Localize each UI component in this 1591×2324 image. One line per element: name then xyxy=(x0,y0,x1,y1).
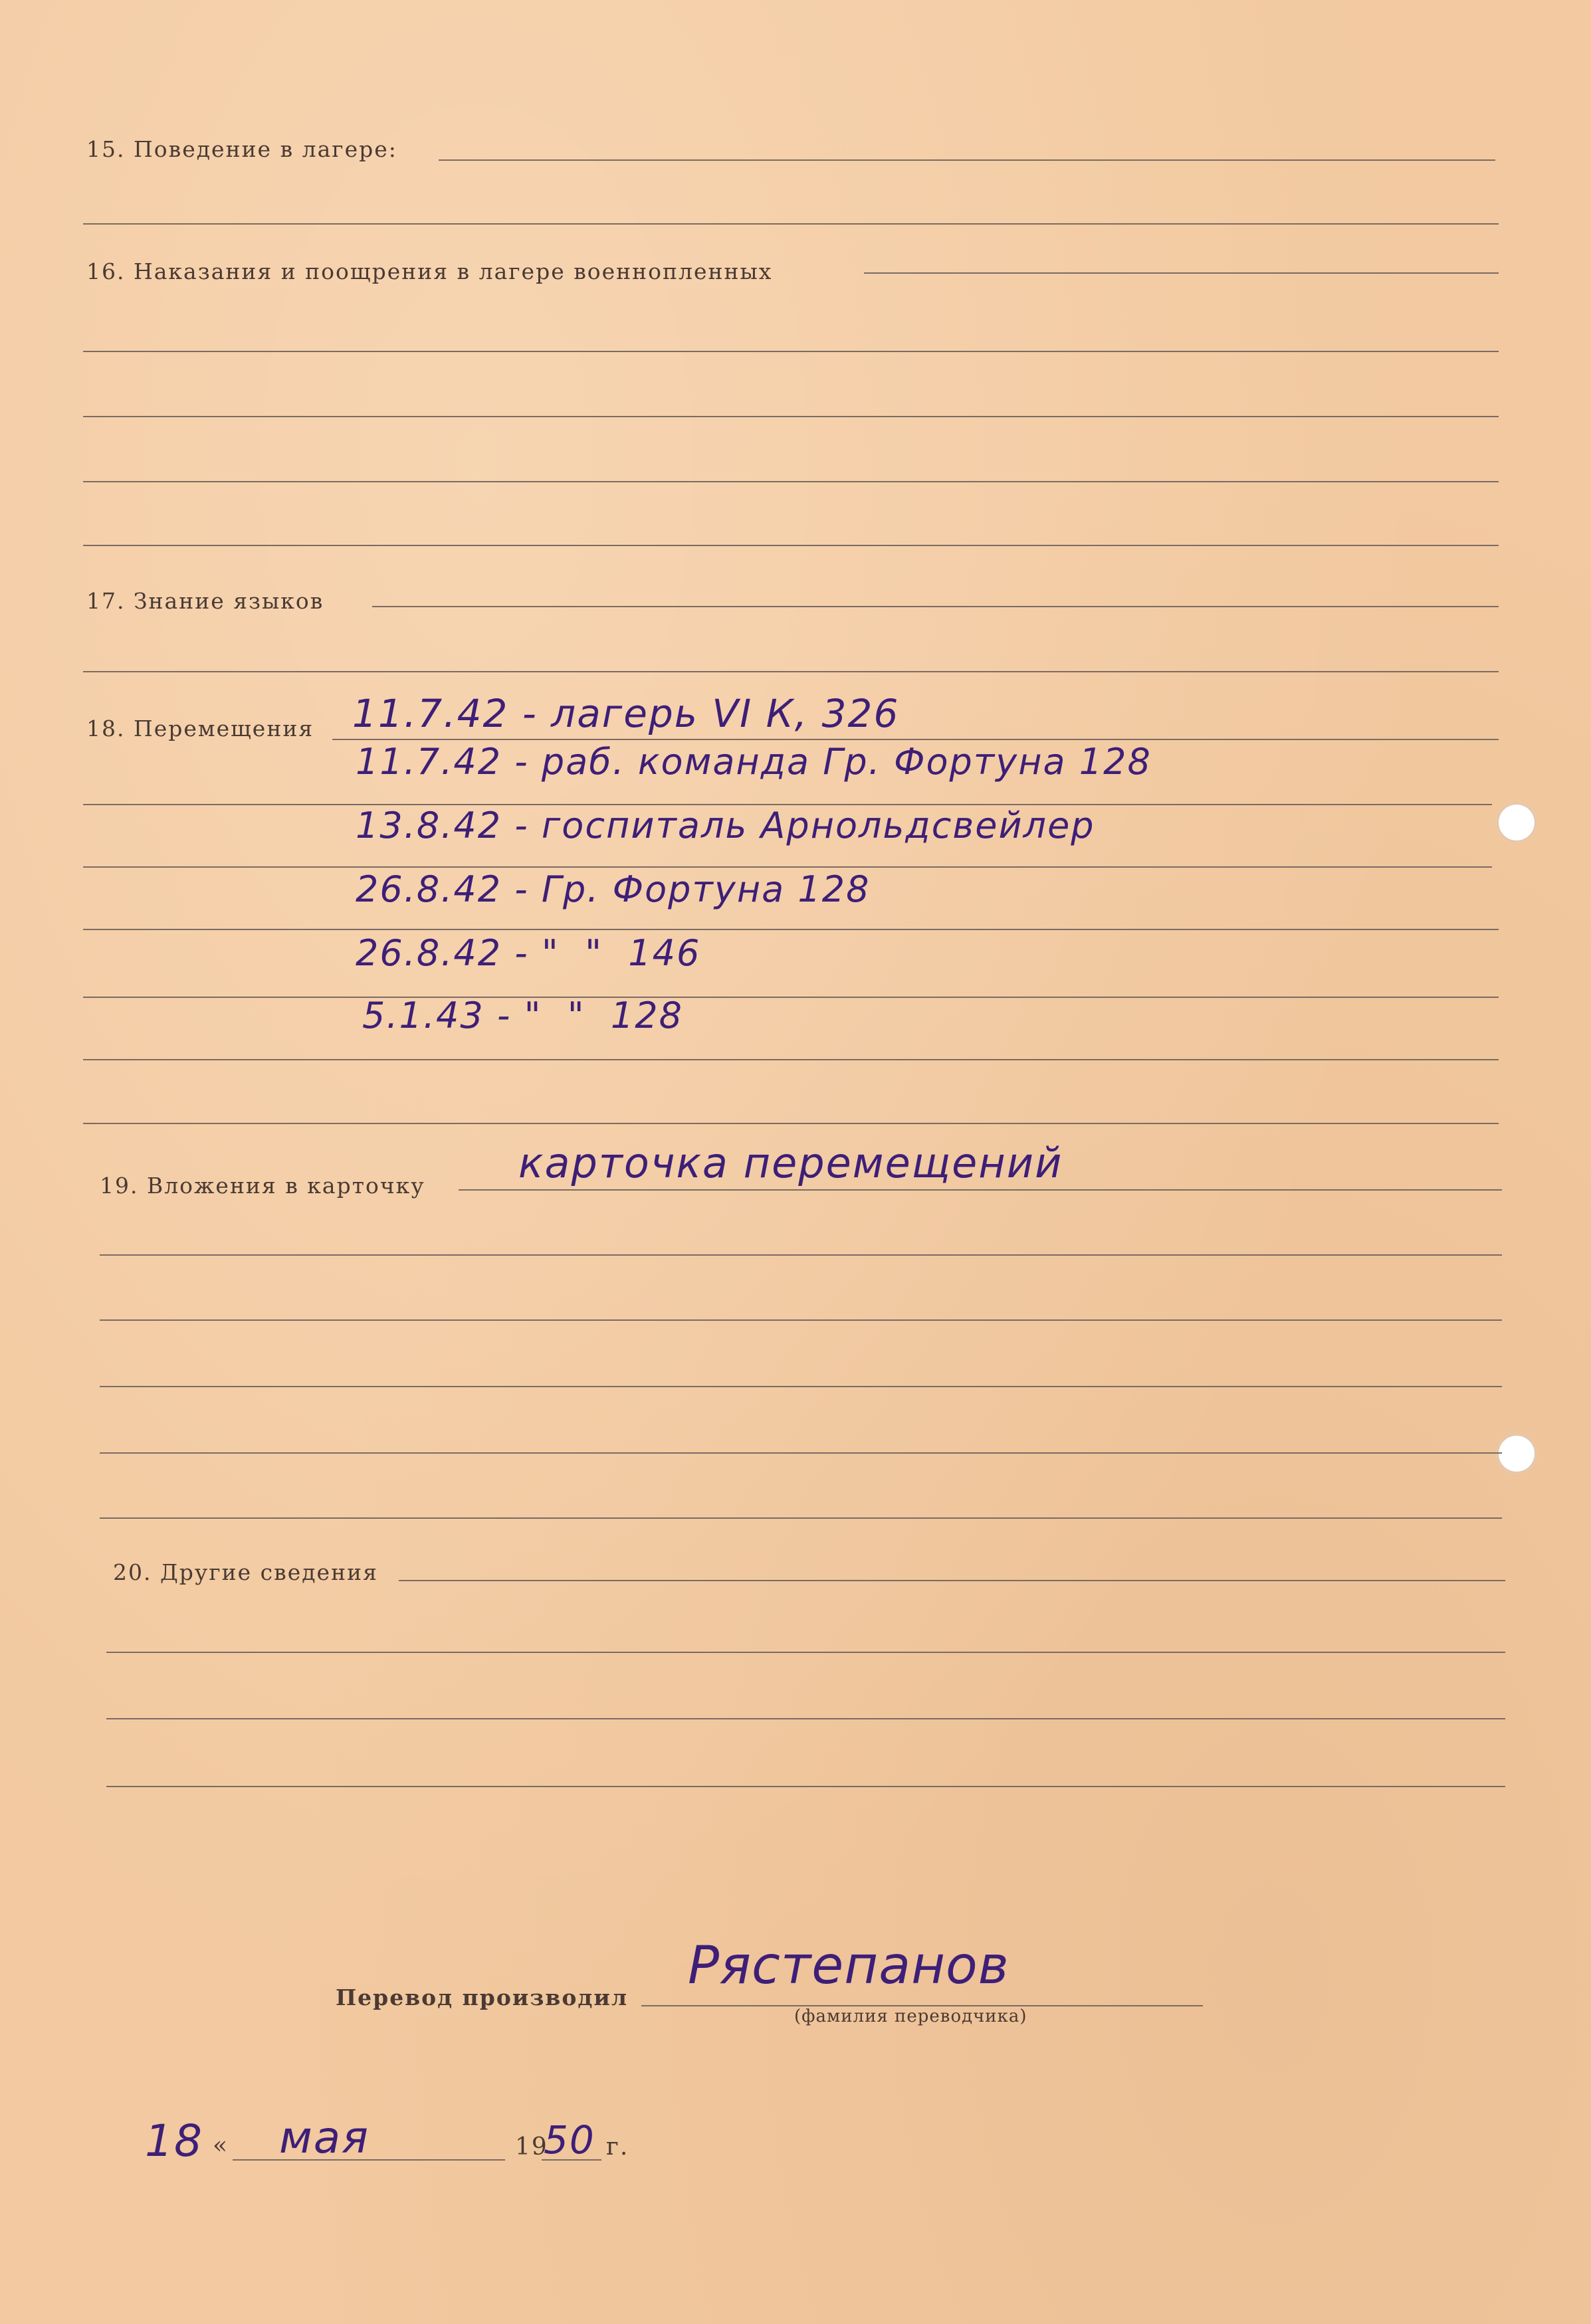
field-15-label: 15. Поведение в лагере: xyxy=(86,136,397,162)
field-20-line-3 xyxy=(106,1718,1505,1719)
date-year-suffix: 50 xyxy=(544,2117,595,2163)
field-20-line-4 xyxy=(106,1786,1505,1787)
field-19-value: карточка перемещений xyxy=(518,1139,1063,1187)
movement-entry-4: 26.8.42 - Гр. Фортуна 128 xyxy=(356,868,871,910)
field-20-label: 20. Другие сведения xyxy=(113,1559,378,1585)
field-18-label: 18. Перемещения xyxy=(86,716,314,741)
translator-caption: (фамилия переводчика) xyxy=(794,2006,1027,2026)
field-18-line-5 xyxy=(83,997,1499,998)
translator-label: Перевод производил xyxy=(336,1985,629,2010)
field-19-line-2 xyxy=(100,1254,1502,1256)
field-19-line-3 xyxy=(100,1319,1502,1321)
field-17-line xyxy=(372,606,1499,607)
field-16-line-5 xyxy=(83,545,1499,546)
field-18-line-3 xyxy=(83,866,1492,868)
field-19-label: 19. Вложения в карточку xyxy=(100,1173,425,1199)
field-20-line xyxy=(399,1580,1505,1581)
field-16-line xyxy=(864,272,1499,274)
date-year-line xyxy=(542,2159,601,2161)
field-18-line-7 xyxy=(83,1123,1499,1124)
punch-hole-bottom xyxy=(1497,1434,1537,1474)
field-20-line-2 xyxy=(106,1652,1505,1653)
field-19-line-5 xyxy=(100,1452,1502,1454)
field-18-line-4 xyxy=(83,929,1499,930)
field-18-line-1 xyxy=(332,739,1499,740)
date-quote: « xyxy=(213,2132,229,2159)
movement-entry-6: 5.1.43 - " " 128 xyxy=(362,995,683,1036)
field-19-line-6 xyxy=(100,1517,1502,1519)
movement-entry-1: 11.7.42 - лагерь VI К, 326 xyxy=(352,691,900,736)
date-year-abbrev: г. xyxy=(606,2133,629,2161)
movement-entry-2: 11.7.42 - раб. команда Гр. Фортуна 128 xyxy=(356,741,1152,783)
field-15-line xyxy=(439,159,1495,161)
field-19-line xyxy=(459,1189,1502,1191)
field-16-line-3 xyxy=(83,416,1499,417)
field-16-line-2 xyxy=(83,351,1499,352)
field-16-line-4 xyxy=(83,481,1499,482)
movement-entry-3: 13.8.42 - госпиталь Арнольдсвейлер xyxy=(356,805,1095,846)
date-year-prefix: 19 xyxy=(515,2133,548,2161)
date-month-line xyxy=(233,2159,505,2161)
date-day: 18 xyxy=(145,2115,203,2167)
field-18-line-6 xyxy=(83,1059,1499,1060)
field-17-line-2 xyxy=(83,671,1499,672)
field-19-line-4 xyxy=(100,1386,1502,1387)
date-month: мая xyxy=(279,2112,370,2163)
field-16-label: 16. Наказания и поощрения в лагере военнопленных xyxy=(86,258,773,284)
field-15-line-2 xyxy=(83,223,1499,225)
punch-hole-top xyxy=(1497,803,1537,842)
movement-entry-5: 26.8.42 - " " 146 xyxy=(356,932,701,974)
translator-signature: Рястепанов xyxy=(688,1936,1009,1996)
field-17-label: 17. Знание языков xyxy=(86,588,324,614)
